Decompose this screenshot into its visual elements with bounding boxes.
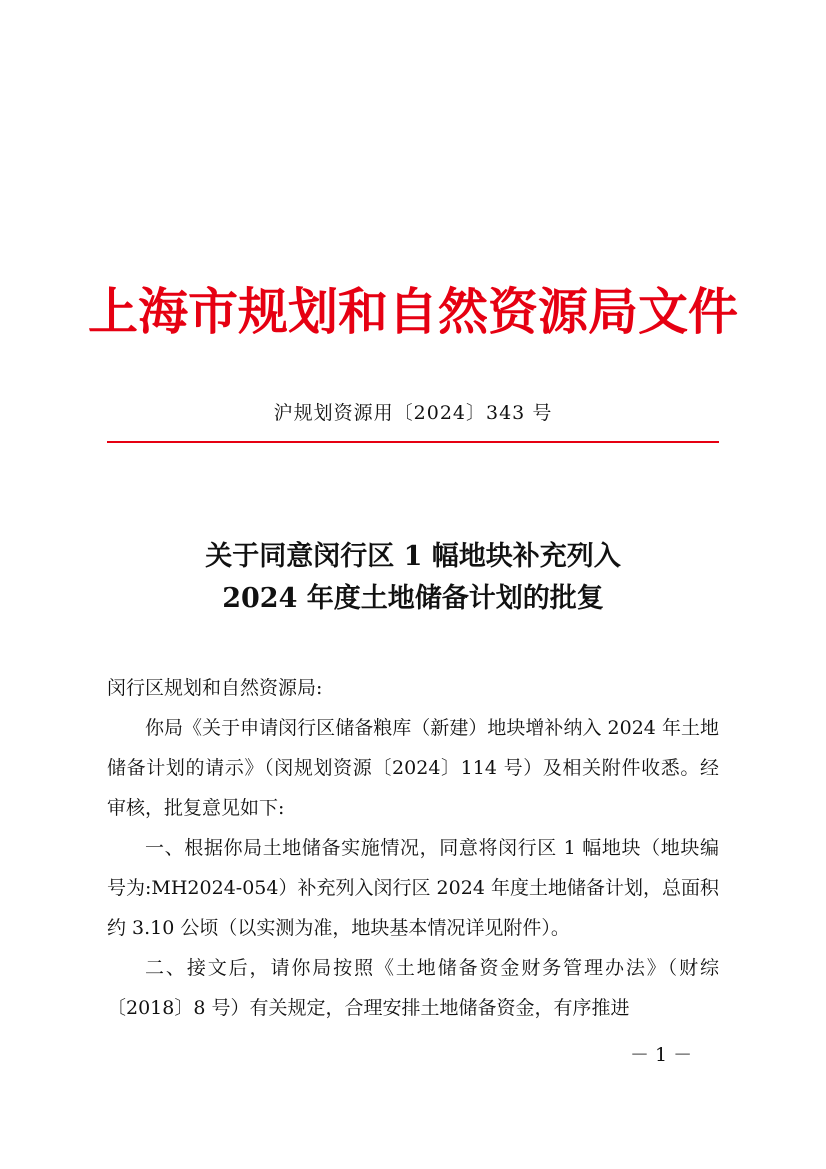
document-title [0, 536, 826, 620]
document-title-line-1: 关于同意闵行区 1 幅地块补充列入 [205, 541, 621, 572]
body-paragraph-3: 二、接文后，请你局按照《土地储备资金财务管理办法》（财综〔2018〕8 号）有关规定，合理安排土地储备资金，有序推进 [107, 957, 719, 1019]
issuing-authority-title: 上海市规划和自然资源局文件 [88, 282, 738, 341]
body-paragraph-1: 你局《关于申请闵行区储备粮库（新建）地块增补纳入 2024 年土地储备计划的请示》（闵规划资源〔2024〕114 号）及相关附件收悉。经审核，批复意见如下: [107, 717, 719, 819]
document-number: 沪规划资源用〔2024〕343 号 [273, 402, 553, 424]
red-divider-line [107, 441, 719, 443]
document-body [107, 668, 719, 1028]
document-title-line-2: 2024 年度土地储备计划的批复 [222, 583, 604, 614]
addressee: 闵行区规划和自然资源局: [107, 677, 323, 699]
page-number: － 1 － [630, 1044, 693, 1066]
body-paragraph-2: 一、根据你局土地储备实施情况，同意将闵行区 1 幅地块（地块编号为:MH2024-054）补充列入闵行区 2024 年度土地储备计划，总面积约 3.10 公顷（以实测为准，地块基本情况详见附件）。 [107, 837, 719, 939]
